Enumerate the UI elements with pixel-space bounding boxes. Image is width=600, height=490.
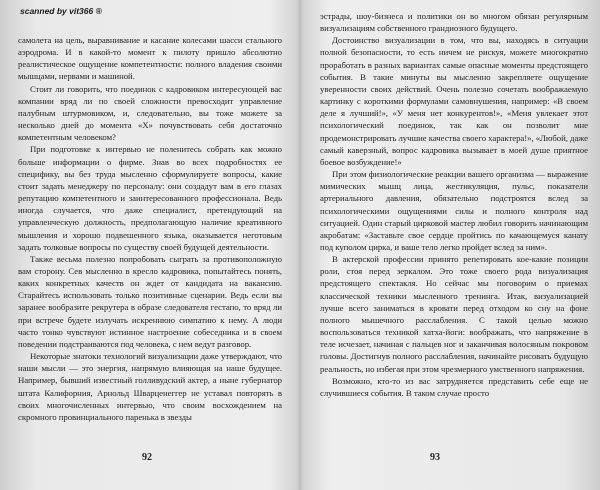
paragraph: Стоит ли говорить, что поединок с кадровиком интересующей вас компании вряд ли по своей сложности превосходит управление палубным штурмовиком, и, следовательно, вы тоже можете за несколько дней до момента «Х» почувствовать себя достаточно компетентным человеком?	[18, 83, 282, 143]
left-page-text	[18, 34, 282, 423]
paragraph: Некоторые знатоки технологий визуализации даже утверждают, что наши мысли — это энергия, напрямую влияющая на наше будущее. Например, бывший известный голливудский актер, а ныне губернатор штата Калифорния, Арнольд Шварценеггер не уставал повторять в своих многочисленных интервью, что своим восхождением на скромного провинциального паренька в звезды	[18, 351, 282, 422]
right-page	[300, 0, 600, 490]
page-number-left: 92	[142, 452, 152, 463]
paragraph: самолета на цель, выравнивание и касание колесами шасси стального аэродрома. И в какой-то момент к пилоту пришло абсолютно реалистическое ощущение компетентности: полного владения своими мышцами, нервами и машиной.	[18, 35, 282, 82]
paragraph: При этом физиологические реакции вашего организма — выражение мимических мышц лица, жестикуляция, пульс, показатели артериального давления, обязательно подстроятся вслед за психологическими ощущениями силы и полного контроля над ситуацией. Один старый цирковой мастер любил говорить начинающим акробатам: «Заставьте свое сердце пройтись по качающемуся канату под куполом цирка, и ваше тело легко пройдет вслед за ним».	[320, 169, 588, 252]
paragraph: Достоинство визуализации в том, что вы, находясь в ситуации полной безопасности, то есть ничем не рискуя, можете многократно проработать в разных вариантах самые опасные моменты предстоящего события. В такие минуты вы мысленно закрепляете ощущение уверенности своих действий. Очень полезно сочетать воображаемую картинку с короткими формулами самовнушения, например: «В своем деле я лучший!», «У меня нет конкурентов!», «Меня увлекает этот психологический поединок, так как он позволит мне продемонстрировать лучшие качества своего характера!», «Любой, даже самый каверзный, вопрос кадровика вызывает в моей душе приятное боевое возбуждение!»	[320, 35, 588, 167]
right-page-text	[320, 10, 588, 399]
paragraph: Возможно, кто-то из вас затрудняется представить себе еще не случившиеся события. В таком случае просто	[320, 375, 588, 398]
paragraph: эстрады, шоу-бизнеса и политики он во многом обязан регулярным визуализациям собственного грандиозного будущего.	[320, 11, 588, 34]
paragraph: При подготовке к интервью не поленитесь собрать как можно больше информации о фирме. Знав во всех подробностях ее специфику, вы без труда мысленно сформулируете вопросы, какие стоит задать менеджеру по персоналу: они создадут вам в его глазах репутацию компетентного и заинтересованного профессионала. Ведь иногда случается, что даже специалист, претендующий на управленческую должность, предполагающую наличие креативного мышления и хорошо подвешенного языка, оказывается неготовым задать толковые вопросы по существу своей будущей деятельности.	[18, 144, 282, 252]
paragraph: Также весьма полезно попробовать сыграть за противоположную вам сторону. Сев мысленно в кресло кадровика, попытайтесь понять, каких конкретных качеств он ждет от кандидата на вакансию. Старайтесь использовать только позитивные сценарии. Ведь если вы заранее вообразите рекрутера в образе следователя гестапо, то вряд ли при встрече будете излучать искреннюю симпатию к нему. А люди часто тонко чувствуют истинное настроение собеседника и в своем поведении подстраиваются под человека, с нем ведут разговор.	[18, 253, 282, 349]
paragraph: В актерской профессии принято репетировать кое-какие позиции роли, стоя перед зеркалом. Это тоже своего рода визуализация предстоящего спектакля. Но сейчас мы поговорим о приемах классической техники мысленного тренинга. Итак, визуализацией лучше всего заниматься в кровати перед отходом ко сну на фоне полного мышечного расслабления. С такой целью можно воспользоваться техникой хатха-йоги: воображать, что напряжение в теле исчезает, начиная с пальцев ног и заканчивая волосяным покровом головы. Достигнув полного расслабления, начинайте рисовать будущую реальность, но избегая при этом чрезмерного умственного напряжения.	[320, 254, 588, 374]
page-number-right: 93	[430, 452, 440, 463]
scan-label: scanned by vit366 ®	[20, 6, 102, 16]
